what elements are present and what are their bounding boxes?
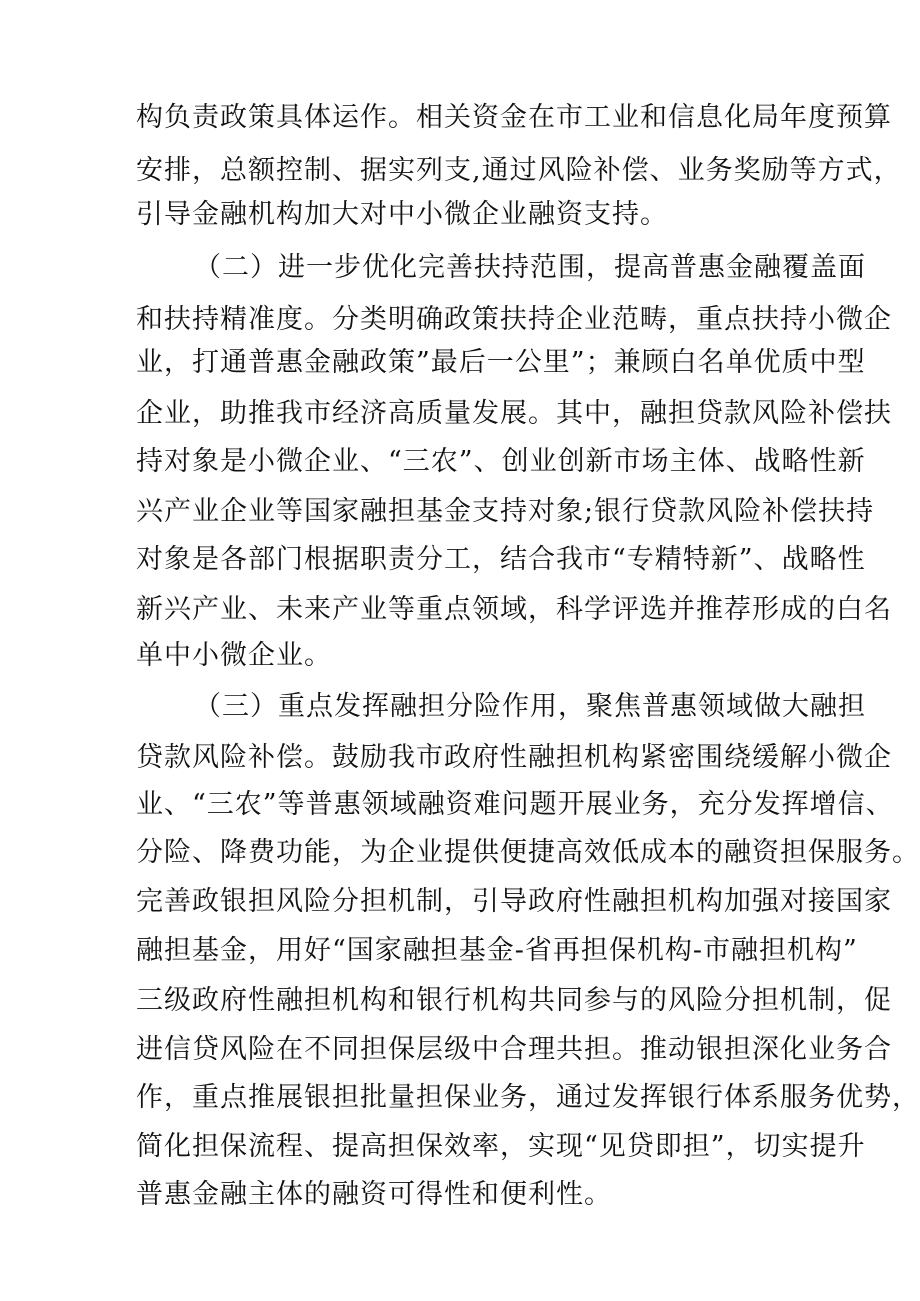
text-line: 和扶持精准度。分类明确政策扶持企业范畴，重点扶持小微企 (136, 304, 892, 335)
text-line: 引导金融机构加大对中小微企业融资支持。 (136, 199, 668, 230)
text-line: 构负责政策具体运作。相关资金在市工业和信息化局年度预算 (136, 102, 892, 133)
text-line: 新兴产业、未来产业等重点领域，科学评选并推荐形成的白名 (136, 594, 892, 625)
text-line: 融担基金，用好“国家融担基金-省再担保机构-市融担机构” (136, 935, 858, 966)
text-line: 贷款风险补偿。鼓励我市政府性融担机构紧密围绕缓解小微企 (136, 742, 892, 773)
text-line: 单中小微企业。 (136, 640, 332, 671)
text-line: （二）进一步优化完善扶持范围，提高普惠金融覆盖面 (194, 252, 866, 283)
text-line: 安排，总额控制、据实列支,通过风险补偿、业务奖励等方式， (136, 155, 902, 186)
text-line: 普惠金融主体的融资可得性和便利性。 (136, 1179, 612, 1210)
text-line: （三）重点发挥融担分险作用，聚焦普惠领域做大融担 (194, 691, 866, 722)
text-line: 完善政银担风险分担机制，引导政府性融担机构加强对接国家 (136, 886, 892, 917)
text-line: 兴产业企业等国家融担基金支持对象;银行贷款风险补偿扶持 (136, 496, 875, 527)
text-line: 三级政府性融担机构和银行机构共同参与的风险分担机制，促 (136, 985, 892, 1016)
text-line: 进信贷风险在不同担保层级中合理共担。推动银担深化业务合 (136, 1034, 892, 1065)
text-line: 分险、降费功能，为企业提供便捷高效低成本的融资担保服务。 (136, 837, 920, 868)
text-line: 业、“三农”等普惠领域融资难问题开展业务，充分发挥增信、 (136, 789, 894, 820)
text-line: 对象是各部门根据职责分工，结合我市“专精特新”、战略性 (136, 544, 866, 575)
text-line: 持对象是小微企业、“三农”、创业创新市场主体、战略性新 (136, 446, 866, 477)
text-line: 简化担保流程、提高担保效率，实现“见贷即担”，切实提升 (136, 1131, 866, 1162)
text-line: 企业，助推我市经济高质量发展。其中，融担贷款风险补偿扶 (136, 398, 892, 429)
text-line: 作，重点推展银担批量担保业务，通过发挥银行体系服务优势， (136, 1082, 920, 1113)
text-line: 业，打通普惠金融政策”最后一公里”；兼顾白名单优质中型 (136, 347, 866, 378)
